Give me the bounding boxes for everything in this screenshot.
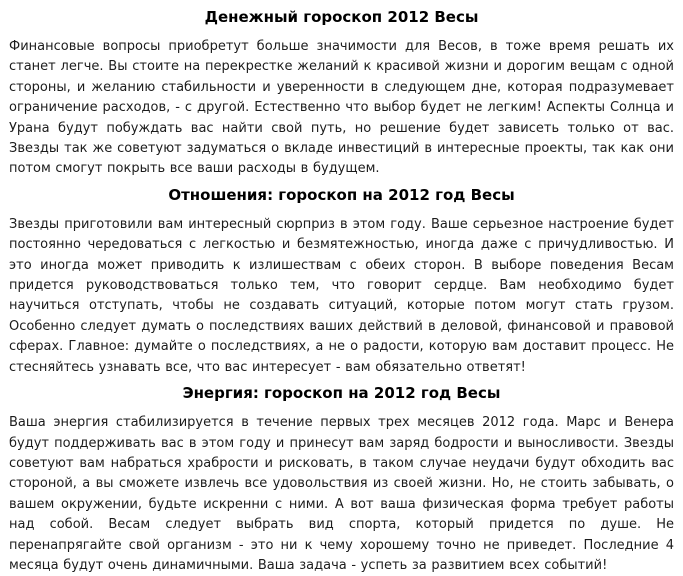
relationships-horoscope-heading: Отношения: гороскоп на 2012 год Весы: [168, 185, 515, 204]
section-energy-horoscope: [9, 384, 674, 576]
money-horoscope-heading: Денежный гороскоп 2012 Весы: [204, 8, 479, 26]
section-money-horoscope: [9, 8, 674, 180]
energy-horoscope-heading: Энергия: гороскоп на 2012 год Весы: [182, 384, 501, 403]
section-relationships-horoscope: [9, 186, 674, 378]
energy-horoscope-paragraph: Ваша энергия стабилизируется в течение первых трех месяцев 2012 года. Марс и Венера будут поддерживать вас в этом году и принесут вам заряд бодрости и выносливости. Звезды советуют вам набраться храбрости и рисковать, в таком случае неудачи будут обходить вас стороной, а вы сможете извлечь все удовольствия из своей жизни. Но, не стоить забывать, о вашем окружении, будьте искренни с ними. А вот ваша физическая форма требует работы над собой. Весам следует выбрать вид спорта, который придется по душе. Не перенапрягайте свой организм - это ни к чему хорошему точно не приведет. Последние 4 месяца будут очень динамичными. Ваша задача - успеть за развитием всех событий!: [9, 415, 674, 573]
relationships-horoscope-paragraph: Звезды приготовили вам интересный сюрприз в этом году. Ваше серьезное настроение будет постоянно чередоваться с легкостью и безмятежностью, иногда даже с причудливостью. И это иногда может приводить к излишествам с обеих сторон. В выборе поведения Весам придется руководствоваться только тем, что говорит сердце. Вам необходимо будет научиться отступать, чтобы не создавать ситуаций, которые потом могут стать грузом. Особенно следует думать о последствиях ваших действий в деловой, финансовой и правовой сферах. Главное: думайте о последствиях, а не о радости, которую вам доставит процесс. Не стесняйтесь узнавать все, что вас интересует - вам обязательно ответят!: [9, 216, 674, 375]
money-horoscope-paragraph: Финансовые вопросы приобретут больше значимости для Весов, в тоже время решать их станет легче. Вы стоите на перекрестке желаний к красивой жизни и дорогим вещам с одной стороны, и желанию стабильности и уверенности в следующем дне, которая подразумевает ограничение расходов, - с другой. Естественно что выбор будет не легким! Аспекты Солнца и Урана будут побуждать вас найти свой путь, но решение будет зависеть только от вас. Звезды так же советуют задуматься о вкладе инвестиций в интересные проекты, так как они потом смогут покрыть все ваши расходы в будущем.: [9, 39, 674, 177]
